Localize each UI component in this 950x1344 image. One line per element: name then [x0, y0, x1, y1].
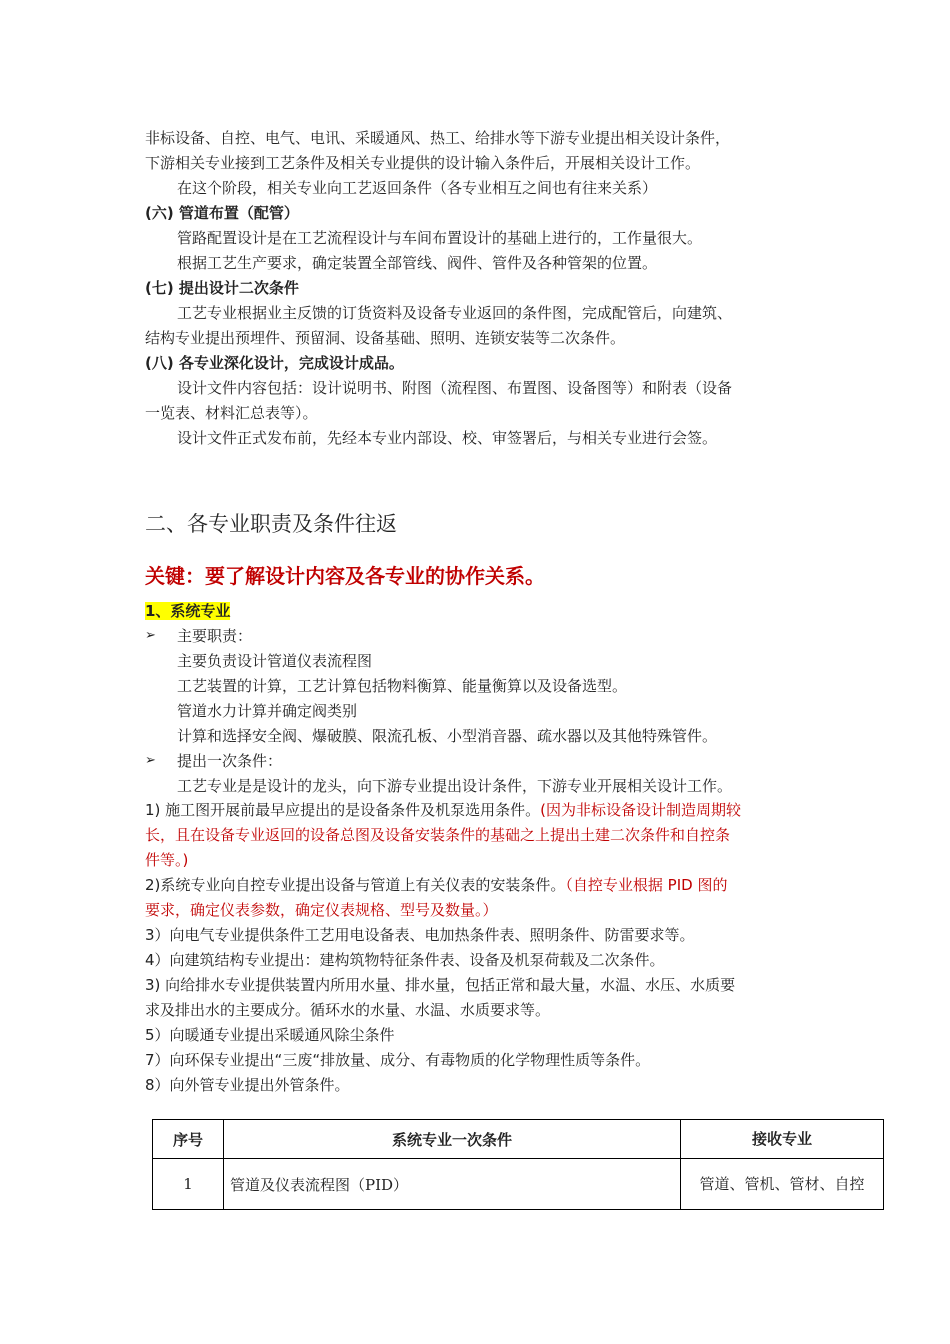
paragraph-line: 根据工艺生产要求，确定装置全部管线、阀件、管件及各种管架的位置。: [177, 254, 658, 272]
table-cell: 管道、管机、管材、自控: [681, 1159, 884, 1210]
column-header: 系统专业一次条件: [224, 1120, 681, 1159]
condition-line: 5）向暖通专业提出采暖通风除尘条件: [145, 1026, 395, 1044]
arrow-bullet-icon: ➢: [145, 753, 156, 768]
condition-line: [145, 800, 741, 820]
paragraph-line: 管路配置设计是在工艺流程设计与车间布置设计的基础上进行的，工作量很大。: [177, 229, 703, 247]
duty-line: 主要负责设计管道仪表流程图: [177, 652, 373, 670]
paragraph-line: 设计文件正式发布前，先经本专业内部设、校、审签署后，与相关专业进行会签。: [177, 429, 718, 447]
paragraph-line: 工艺专业是是设计的龙头，向下游专业提出设计条件，下游专业开展相关设计工作。: [177, 777, 733, 795]
condition-note: 要求，确定仪表参数，确定仪表规格、型号及数量。）: [145, 901, 498, 919]
paragraph-line: 一览表、材料汇总表等）。: [145, 404, 318, 422]
bullet-item: 主要职责：: [177, 627, 253, 645]
table-row: [153, 1159, 884, 1210]
table-cell: 1: [153, 1159, 224, 1210]
subsection-title: 1、系统专业: [145, 602, 231, 620]
paragraph-line: 非标设备、自控、电气、电讯、采暖通风、热工、给排水等下游专业提出相关设计条件，: [145, 129, 731, 147]
paragraph-line: 设计文件内容包括：设计说明书、附图（流程图、布置图、设备图等）和附表（设备: [177, 379, 733, 397]
duty-line: 管道水力计算并确定阀类别: [177, 702, 358, 720]
duty-line: 工艺装置的计算，工艺计算包括物料衡算、能量衡算以及设备选型。: [177, 677, 628, 695]
arrow-bullet-icon: ➢: [145, 628, 156, 643]
condition-line: 4）向建筑结构专业提出：建构筑物特征条件表、设备及机泵荷载及二次条件。: [145, 951, 665, 969]
condition-note: (因为非标设备设计制造周期较: [540, 801, 742, 819]
condition-note: （自控专业根据 PID 图的: [565, 876, 728, 894]
condition-note: 件等。): [145, 851, 189, 869]
paragraph-line: 工艺专业根据业主反馈的订货资料及设备专业返回的条件图，完成配管后，向建筑、: [177, 304, 733, 322]
duty-line: 计算和选择安全阀、爆破膜、限流孔板、小型消音器、疏水器以及其他特殊管件。: [177, 727, 718, 745]
conditions-table: [152, 1119, 884, 1210]
table-header-row: [153, 1120, 884, 1159]
table-cell: 管道及仪表流程图（PID）: [224, 1159, 681, 1210]
paragraph-line: 在这个阶段，相关专业向工艺返回条件（各专业相互之间也有往来关系）: [177, 179, 658, 197]
condition-line: 3）向电气专业提供条件工艺用电设备表、电加热条件表、照明条件、防雷要求等。: [145, 926, 695, 944]
condition-text: 1) 施工图开展前最早应提出的是设备条件及机泵选用条件。: [145, 801, 541, 819]
condition-line: 3) 向给排水专业提供装置内所用水量、排水量，包括正常和最大量，水温、水压、水质要: [145, 976, 736, 994]
section-heading-7: (七) 提出设计二次条件: [145, 279, 299, 297]
bullet-item: 提出一次条件：: [177, 752, 283, 770]
paragraph-line: 结构专业提出预埋件、预留洞、设备基础、照明、连锁安装等二次条件。: [145, 329, 626, 347]
condition-line: [145, 875, 727, 895]
paragraph-line: 下游相关专业接到工艺条件及相关专业提供的设计输入条件后，开展相关设计工作。: [145, 154, 701, 172]
condition-line: 7）向环保专业提出“三废“排放量、成分、有毒物质的化学物理性质等条件。: [145, 1051, 651, 1069]
section-heading-8: (八) 各专业深化设计，完成设计成品。: [145, 354, 404, 372]
condition-note: 长，且在设备专业返回的设备总图及设备安装条件的基础之上提出土建二次条件和自控条: [145, 826, 731, 844]
column-header: 接收专业: [681, 1120, 884, 1159]
condition-text: 2)系统专业向自控专业提出设备与管道上有关仪表的安装条件。: [145, 876, 566, 894]
condition-line: 8）向外管专业提出外管条件。: [145, 1076, 350, 1094]
column-header: 序号: [153, 1120, 224, 1159]
condition-line: 求及排出水的主要成分。循环水的水量、水温、水质要求等。: [145, 1001, 551, 1019]
chapter-title: 二、各专业职责及条件往返: [145, 512, 397, 536]
section-heading-6: (六) 管道布置（配管）: [145, 204, 299, 222]
key-note: 关键：要了解设计内容及各专业的协作关系。: [145, 564, 545, 588]
